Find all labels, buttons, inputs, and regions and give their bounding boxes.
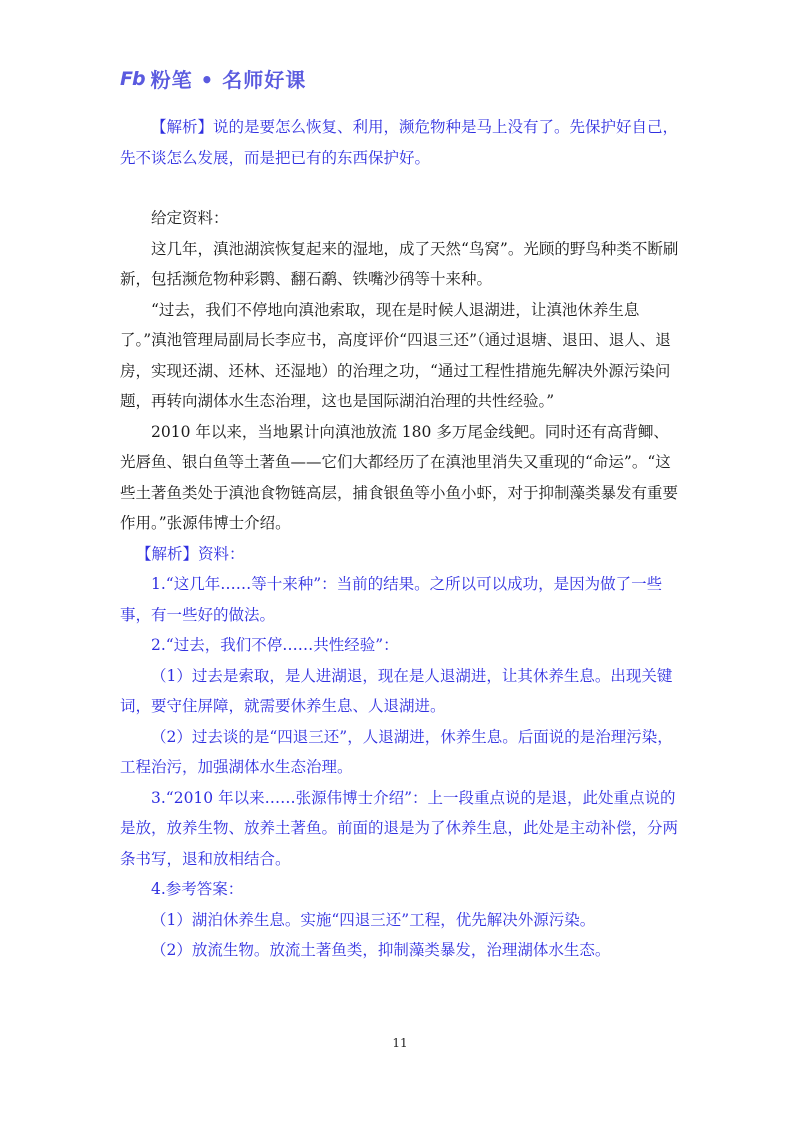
analysis-point-1: 1.“这几年……等十来种”：当前的结果。之所以可以成功，是因为做了一些事，有一些好的做法。 (120, 575, 663, 624)
reference-answer-heading: 4.参考答案： (151, 880, 244, 898)
analysis-point-2-sub-2: （2）过去谈的是“四退三还”，人退湖进，休养生息。后面说的是治理污染，工程治污，加强湖体水生态治理。 (120, 727, 673, 776)
analysis-point-2-sub-1: （1）过去是索取，是人进湖退，现在是人退湖进，让其休养生息。出现关键词，要守住屏障，就需要休养生息、人退湖进。 (120, 666, 673, 715)
document-body (120, 112, 682, 966)
page-number: 11 (392, 1036, 408, 1050)
brand-logo (120, 64, 306, 93)
material-heading: 给定资料： (151, 209, 229, 227)
analysis-paragraph-1: 【解析】说的是要怎么恢复、利用，濒危物种是马上没有了。先保护好自己，先不谈怎么发展，而是把已有的东西保护好。 (120, 118, 679, 167)
reference-answer-1: （1）湖泊休养生息。实施“四退三还”工程，优先解决外源污染。 (151, 910, 596, 929)
material-paragraph-1: 这几年，滇池湖滨恢复起来的湿地，成了天然“鸟窝”。光顾的野鸟种类不断刷新，包括濒危物种彩鹮、翻石鹬、铁嘴沙鸻等十来种。 (120, 239, 679, 288)
logo-text: 粉笔 • 名师好课 (150, 68, 307, 92)
material-paragraph-3: 2010 年以来，当地累计向滇池放流 180 多万尾金线鲃。同时还有高背鲫、光唇鱼、银白鱼等土著鱼——它们大都经历了在滇池里消失又重现的“命运”。“这些土著鱼类处于滇池食物链高层，捕食银鱼等小鱼小虾，对于抑制藻类暴发有重要作用。”张源伟博士介绍。 (120, 422, 679, 532)
analysis-point-2: 2.“过去，我们不停……共性经验”： (151, 636, 399, 654)
logo-mark-icon: Fb (120, 67, 145, 90)
analysis-heading: 【解析】资料： (136, 544, 245, 563)
material-paragraph-2: “过去，我们不停地向滇池索取，现在是时候人退湖进，让滇池休养生息了。”滇池管理局副局长李应书，高度评价“四退三还”（通过退塘、退田、退人、退房，实现还湖、还林、还湿地）的治理之功，“通过工程性措施先解决外源污染问题，再转向湖体水生态治理，这也是国际湖泊治理的共性经验。” (120, 300, 671, 410)
analysis-point-3: 3.“2010 年以来……张源伟博士介绍”：上一段重点说的是退，此处重点说的是放，放养生物、放养土著鱼。前面的退是为了休养生息，此处是主动补偿，分两条书写，退和放相结合。 (120, 788, 679, 868)
reference-answer-2: （2）放流生物。放流土著鱼类，抑制藻类暴发，治理湖体水生态。 (151, 941, 611, 959)
paragraph-gap (120, 173, 682, 203)
